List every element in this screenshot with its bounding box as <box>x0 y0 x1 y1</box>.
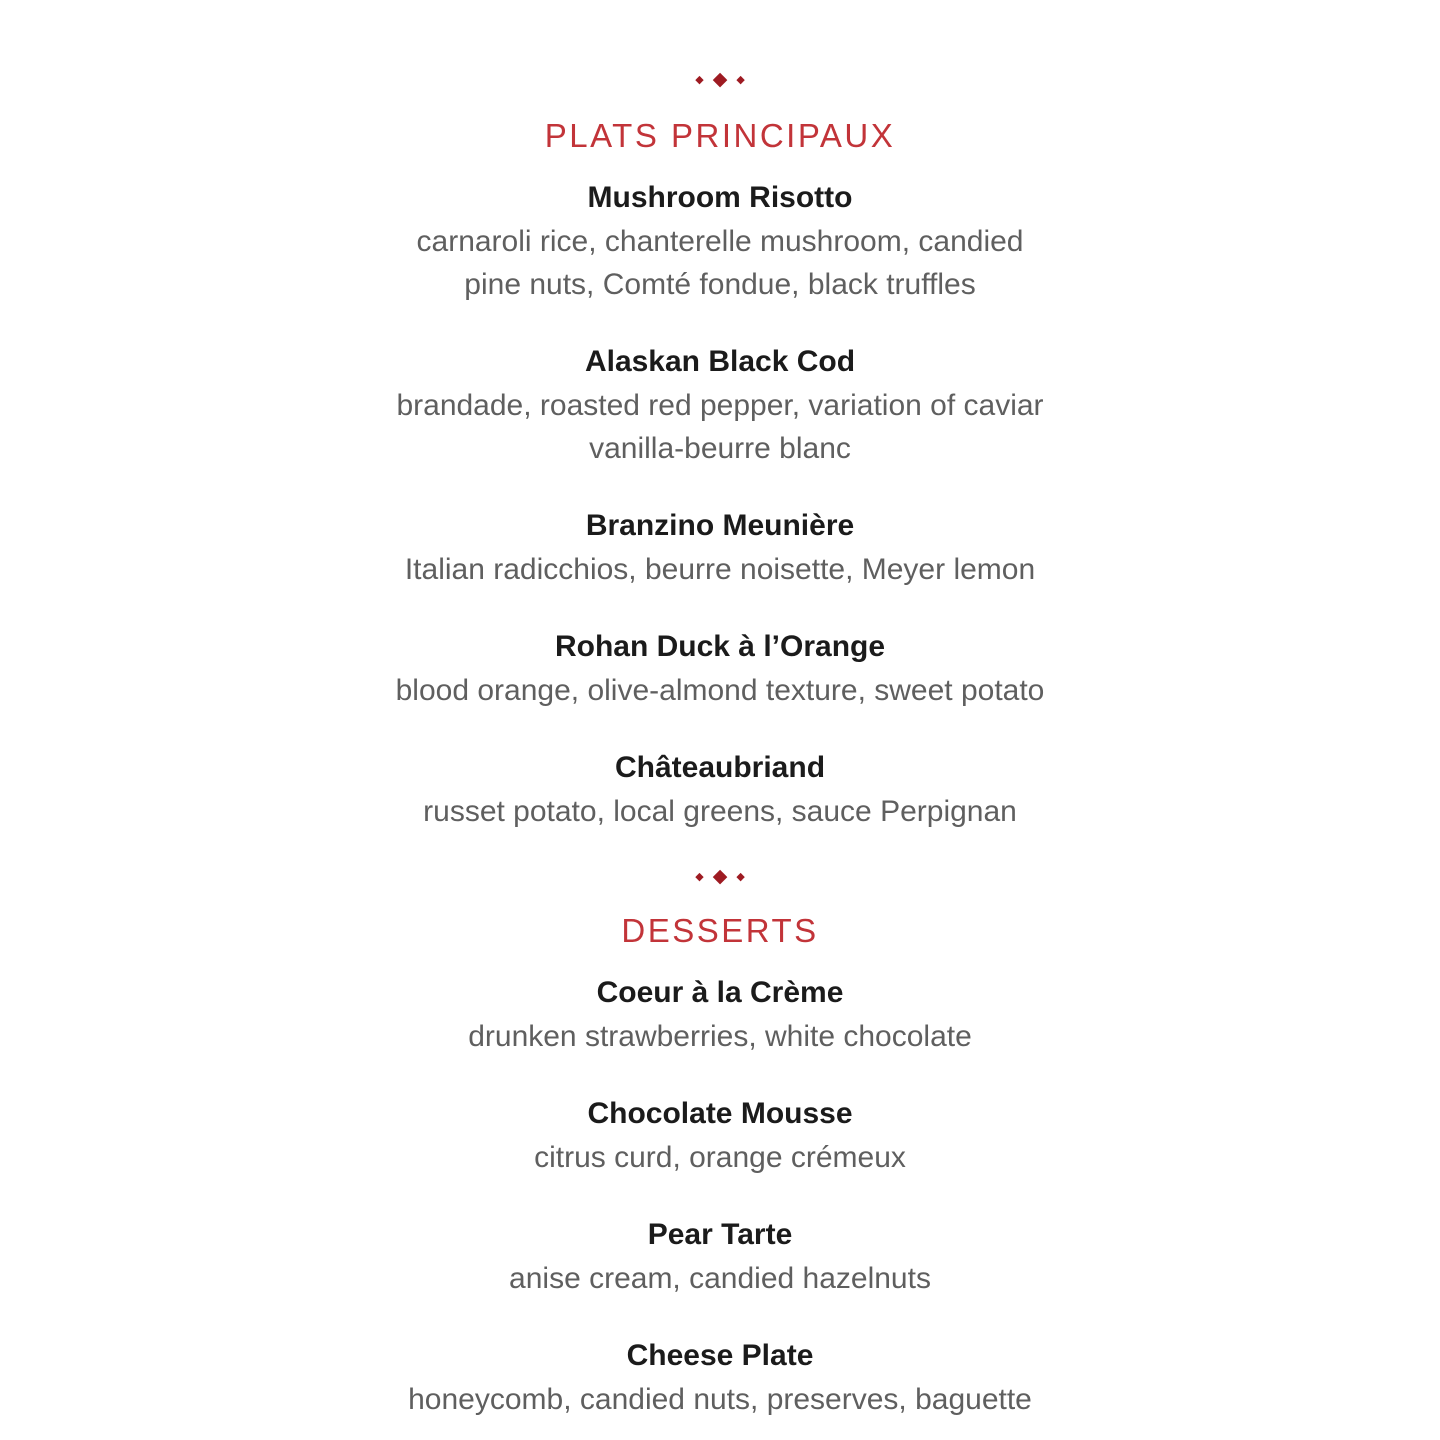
menu-item <box>330 1092 1110 1179</box>
dish-description-line: brandade, roasted red pepper, variation of caviar <box>396 389 1044 422</box>
dish-name: Alaskan Black Cod <box>584 345 856 378</box>
dish-name: Chocolate Mousse <box>587 1097 853 1130</box>
menu-section-plats-principaux <box>330 114 1110 833</box>
menu-item <box>330 1334 1110 1421</box>
dish-description-line: citrus curd, orange crémeux <box>534 1141 906 1174</box>
dish-name: Branzino Meunière <box>585 509 855 542</box>
diamond-icon: ◆ <box>736 74 745 86</box>
section-items <box>330 971 1110 1421</box>
dish-description-line: pine nuts, Comté fondue, black truffles <box>464 268 976 301</box>
dish-description-line: vanilla-beurre blanc <box>589 432 851 465</box>
menu-section-desserts <box>330 909 1110 1421</box>
diamond-icon: ◆ <box>712 69 728 90</box>
section-items <box>330 176 1110 833</box>
menu-item <box>330 746 1110 833</box>
section-divider-ornament <box>330 70 1110 90</box>
section-divider-ornament <box>330 867 1110 887</box>
diamond-icon: ◆ <box>695 871 704 883</box>
dish-name: Pear Tarte <box>647 1218 793 1251</box>
dish-name: Châteaubriand <box>614 751 826 784</box>
dish-description-line: anise cream, candied hazelnuts <box>509 1262 931 1295</box>
menu-item <box>330 504 1110 591</box>
dish-description-line: Italian radicchios, beurre noisette, Meyer lemon <box>404 553 1036 586</box>
menu-item <box>330 971 1110 1058</box>
section-heading: DESSERTS <box>621 912 819 949</box>
menu-page <box>330 0 1110 1421</box>
menu-item <box>330 340 1110 470</box>
diamond-icon: ◆ <box>712 866 728 887</box>
diamond-icon: ◆ <box>736 871 745 883</box>
dish-name: Cheese Plate <box>626 1339 814 1372</box>
dish-description-line: blood orange, olive-almond texture, sweet potato <box>395 674 1045 707</box>
diamond-icon: ◆ <box>695 74 704 86</box>
dish-name: Coeur à la Crème <box>596 976 844 1009</box>
dish-name: Mushroom Risotto <box>587 181 853 214</box>
dish-description-line: carnaroli rice, chanterelle mushroom, candied <box>416 225 1024 258</box>
dish-description-line: honeycomb, candied nuts, preserves, baguette <box>408 1383 1032 1416</box>
dish-name: Rohan Duck à l’Orange <box>554 630 886 663</box>
section-heading: PLATS PRINCIPAUX <box>544 117 896 154</box>
menu-item <box>330 176 1110 306</box>
menu-item <box>330 625 1110 712</box>
menu-item <box>330 1213 1110 1300</box>
dish-description-line: drunken strawberries, white chocolate <box>468 1020 972 1053</box>
dish-description-line: russet potato, local greens, sauce Perpignan <box>423 795 1017 828</box>
